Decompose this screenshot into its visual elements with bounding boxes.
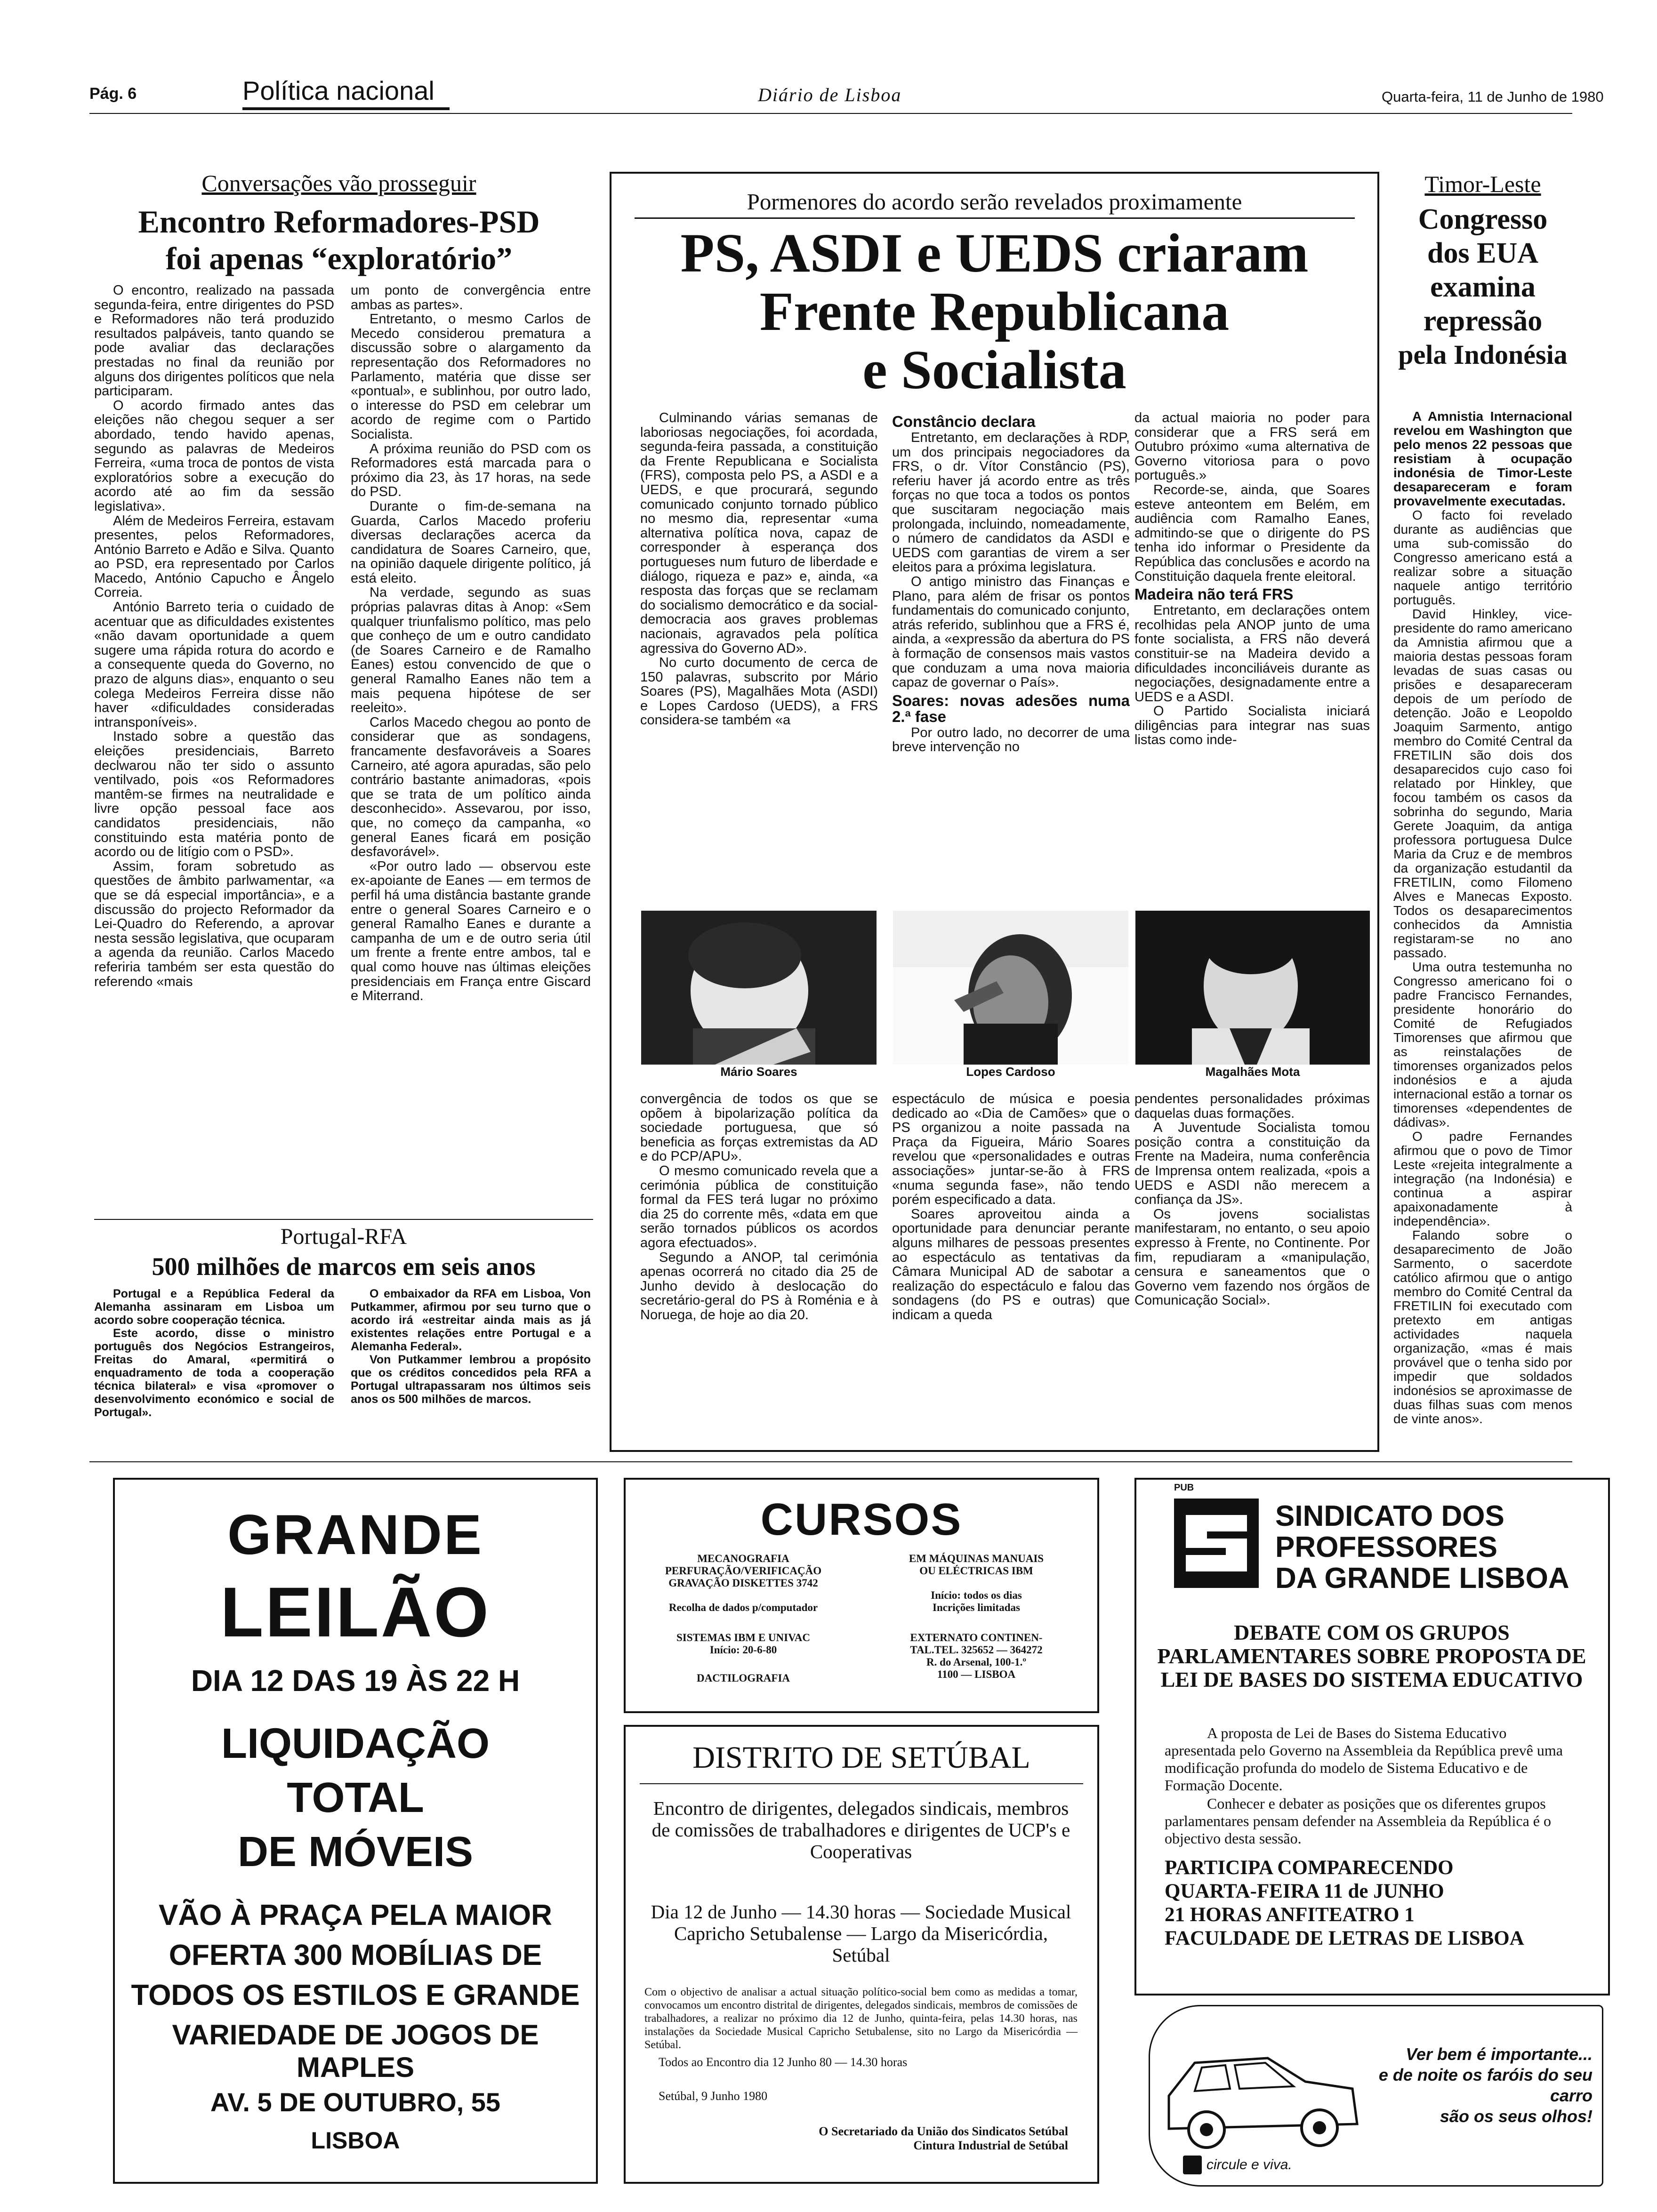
- right-headline-line: examina: [1430, 271, 1536, 303]
- left-headline: [89, 203, 588, 277]
- right-kicker-text: Timor-Leste: [1424, 171, 1541, 197]
- masthead: Diário de Lisboa: [758, 84, 902, 105]
- paragraph: A próxima reunião do PSD com os Reformadores está marcada para o próximo dia 23, às 17 horas, na sede do PSD.: [351, 441, 591, 500]
- ad-body: Com o objectivo de analisar a actual situação político-social bem como as medidas a tomar, convocamos um encontro distrital de dirigentes, delegados sindicais, membros de comissões de trabalhadores, a realizar no próximo dia 12 de Junho, quinta-feira, pelas 14.30 horas, nas instalações da Sociedade Musical Capricho Setubalense, sito no Largo da Misericórdia — Setúbal.: [644, 1986, 1078, 2051]
- ad-line: PROFESSORES: [1275, 1531, 1497, 1563]
- sp-logo-icon: [1174, 1499, 1259, 1588]
- rfa-kicker: Portugal-RFA: [280, 1224, 407, 1249]
- paragraph: Entretanto, o mesmo Carlos de Mecedo considerou prematura a discussão sobre o alargamento da representação dos Reformadores no Parlamento, matéria que disse ser «pontual», e sublinhou, por outro lado, o interesse do PSD em celebrar um acordo de regime com o Partido Socialista.: [351, 312, 591, 442]
- center-headline-line3: e Socialista: [862, 339, 1126, 401]
- left-kicker-text: Conversações vão prosseguir: [201, 170, 476, 196]
- section-underline: [242, 107, 450, 110]
- ad-line: LEILÃO: [220, 1572, 491, 1651]
- paragraph: No curto documento de cerca de 150 palavras, subscrito por Mário Soares (PS), Magalhães Mota (ASDI) e Lopes Cardoso (UEDS), a FRS considera-se também «a: [640, 655, 878, 728]
- center-headline: [612, 224, 1377, 399]
- arrow-logo-icon: [1183, 2156, 1202, 2174]
- ad-pub-label: PUB: [1174, 1483, 1194, 1493]
- header-rule: [89, 113, 1572, 114]
- paragraph: Na verdade, segundo as suas próprias palavras ditas à Anop: «Sem qualquer triunfalismo político, mas pelo que conheço de um e outro candidato (de Soares Carneiro e de Ramalho Eanes) estou convencido de que o general Ramalho Eanes não tem a mais pequena hipótese de ser reeleito».: [351, 585, 591, 716]
- paragraph: O encontro, realizado na passada segunda-feira, entre dirigentes do PSD e Reformadores não terá produzido resultados palpáveis, tanto quando se pode avaliar das declarações prestadas no final da reunião por alguns dos dirigentes políticos que nela participaram.: [94, 283, 334, 399]
- ad-title: CURSOS: [760, 1494, 963, 1545]
- ad-line: 1100 — LISBOA: [937, 1668, 1016, 1680]
- center-col-3-bottom: [1134, 1092, 1370, 1447]
- ad-line: TAL.TEL. 325652 — 364272: [910, 1644, 1043, 1656]
- ad-line: DA GRANDE LISBOA: [1275, 1562, 1569, 1595]
- ad-line: SINDICATO DOS: [1275, 1500, 1504, 1532]
- paragraph: O facto foi revelado durante as audiências que uma sub-comissão do Congresso americano está a realizar sobre a situação naquele antigo território português.: [1393, 508, 1572, 607]
- right-col: [1393, 409, 1572, 1450]
- ad-line: PERFURAÇÃO/VERIFICAÇÃO: [665, 1565, 822, 1577]
- ad-cursos-left: [630, 1553, 856, 1684]
- center-headline-line1: PS, ASDI e UEDS criaram: [680, 222, 1309, 284]
- paragraph: Uma outra testemunha no Congresso americano foi o padre Francisco Fernandes, presidente honorário do Comité de Refugiados Timorenses que afirmou que as reinstalações de timorenses organizados pelos indonésios e a ajuda internacional estão a tornar os timorenses «dependentes de dádivas».: [1393, 960, 1572, 1130]
- ad-line: MECANOGRAFIA: [697, 1553, 789, 1564]
- photo-caption: Lopes Cardoso: [893, 1065, 1128, 1079]
- ad-line: EM MÁQUINAS MANUAIS: [909, 1553, 1044, 1564]
- paragraph: Assim, foram sobretudo as questões de âmbito parlwamentar, «a que se dá especial importância», e a discussão do projecto Reformador da Lei-Quadro do Referendo, a aprovar nesta sessão legislativa, que ocuparam a agenda da reunião. Carlos Macedo referiria também ser esta questão do referendo «mais: [94, 858, 334, 989]
- ad-date: Setúbal, 9 Junho 1980: [659, 2089, 768, 2103]
- subheading: Madeira não terá FRS: [1134, 585, 1294, 603]
- portrait-image: [893, 911, 1128, 1079]
- center-kicker-underline: [635, 217, 1355, 219]
- ad-line: LISBOA: [311, 2127, 400, 2154]
- ad-setubal: [624, 1725, 1099, 2184]
- issue-date: Quarta-feira, 11 de Junho de 1980: [1382, 88, 1604, 105]
- ad-intro: Encontro de dirigentes, delegados sindicais, membros de comissões de trabalhadores e dirigentes de UCP's e Cooperativas: [652, 1797, 1070, 1862]
- ad-line: Início: 20-6-80: [709, 1644, 777, 1656]
- center-headline-line2: Frente Republicana: [759, 281, 1230, 342]
- center-col-3-top: [1134, 411, 1370, 910]
- paragraph: espectáculo de música e poesia dedicado ao «Dia de Camões» que o PS organizou a noite passada na Praça da Figueira, Mário Soares revelou que «personalidades e outras associações» juntar-se-ão à FRS «numa segunda fase», não tendo porém especificado a data.: [892, 1092, 1130, 1208]
- ad-union-name: [1275, 1501, 1569, 1594]
- center-col-1-top: [640, 411, 878, 910]
- left-kicker: [89, 169, 588, 197]
- ad-line: R. do Arsenal, 100-1.º: [926, 1656, 1027, 1668]
- ad-line: GRAVAÇÃO DISKETTES 3742: [668, 1577, 818, 1589]
- paragraph: O acordo firmado antes das eleições não chegou sequer a ser abordado, tendo havido apenas, segundo as palavras de Medeiros Ferreira, «uma troca de pontos de vista exploratórios sobre a execução do acordo até ao fim da sessão legislativa».: [94, 398, 334, 514]
- ad-line: Recolha de dados p/computador: [668, 1602, 818, 1613]
- paragraph: O mesmo comunicado revela que a cerimónia pública de constituição formal da FES terá lugar no próximo dia 25 do corrente mês, «data em que serão tornados públicos os acordos agora efectuados».: [640, 1163, 878, 1250]
- right-headline-line: pela Indonésia: [1398, 339, 1568, 370]
- portrait-image: [641, 911, 877, 1079]
- ad-line: FACULDADE DE LETRAS DE LISBOA: [1165, 1927, 1524, 1949]
- photo-lopes-cardoso: [893, 911, 1128, 1079]
- paragraph: António Barreto teria o cuidado de acentuar que as dificuldades existentes «não davam oportunidade a quem sugere uma rápida rotura do acordo e a consequente queda do Governo, no prazo de alguns dias», enquanto o seu colega Medeiros Ferreira disse não haver «dificuldades consideradas intransponíveis».: [94, 600, 334, 730]
- center-col-2-top: [892, 411, 1130, 910]
- left-col-1: [94, 283, 334, 1215]
- rfa-col-1: [94, 1287, 334, 1443]
- ad-when: Dia 12 de Junho — 14.30 horas — Sociedade Musical Capricho Setubalense — Largo da Misericórdia, Setúbal: [651, 1901, 1071, 1966]
- rfa-headline: 500 milhões de marcos em seis anos: [152, 1252, 536, 1281]
- left-headline-line2: foi apenas “exploratório”: [165, 240, 513, 276]
- ads-top-rule: [89, 1461, 1572, 1462]
- paragraph: Além de Medeiros Ferreira, estavam presentes, pelos Reformadores, António Barreto e Adão e Silva. Quanto ao PSD, era representado por Carlos Macedo, António Capucho e Ângelo Correia.: [94, 513, 334, 601]
- ad-line: OU ELÉCTRICAS IBM: [919, 1565, 1033, 1577]
- ad-sindicato: [1134, 1478, 1610, 1996]
- ad-sign-line: O Secretariado da União dos Sindicatos Setúbal: [819, 2124, 1068, 2138]
- ad-line: GRANDE: [227, 1503, 484, 1566]
- section-title: Política nacional: [242, 76, 434, 105]
- lead-paragraph: A Amnistia Internacional revelou em Washington que pelo menos 22 pessoas que resistiam à ocupação indonésia de Timor-Leste desapareceram e foram provavelmente executadas.: [1393, 409, 1572, 508]
- right-headline-line: dos EUA: [1427, 237, 1538, 269]
- ad-line: QUARTA-FEIRA 11 de JUNHO: [1165, 1880, 1444, 1902]
- paragraph: Entretanto, em declarações à RDP, um dos principais negociadores da FRS, o dr. Vítor Constâncio (PS), referiu haver já acordo entre as três forças no que toca a todos os pontos que suscitaram negociação mais prolongada, incluindo, nomeadamente, o número de candidatos da ASDI e UEDS com garantias de virem a ser eleitos para a próxima legislatura.: [892, 430, 1130, 575]
- rfa-col-2: [351, 1287, 591, 1443]
- ad-road-logo: [1183, 2153, 1292, 2177]
- paragraph: Este acordo, disse o ministro português dos Negócios Estrangeiros, Freitas do Amaral, «permitirá o enquadramento de toda a cooperação técnica bilateral» e visa «promover o desenvolvimento económico e social de Portugal».: [94, 1327, 334, 1419]
- paragraph: Falando sobre o desaparecimento de João Sarmento, o sacerdote católico afirmou que o antigo membro do Comité Central da FRETILIN foi executado com pretexto em antigas actividades naquela organização, «mas é mais provável que o tenha sido por impedir que soldados indonésios se aproximasse de duas filhas suas com menos de vinte anos».: [1393, 1228, 1572, 1426]
- paragraph: Instado sobre a questão das eleições presidenciais, Barreto declwarou não ter sido o assunto ventilvado, pois «os Reformadores mantêm-se firmes na neutralidade e livre opção pessoal face aos candidatos presidenciais, não constituindo esta matéria ponto de acordo ou de litígio com o PSD».: [94, 729, 334, 860]
- paragraph: da actual maioria no poder para considerar que a FRS será em Outubro próximo «uma alternativa de Governo vitoriosa para o povo português.»: [1134, 411, 1370, 483]
- ad-sign: [644, 2124, 1068, 2153]
- ad-line: Início: todos os dias: [931, 1589, 1022, 1601]
- paragraph: Soares aproveitou ainda a oportunidade para denunciar perante alguns milhares de pessoas presentes ao espectáculo as tentativas da Câmara Municipal AD de sabotar a realização do espectáculo e falou das sondagens (do PS e outras) que indicam a queda: [892, 1206, 1130, 1322]
- photo-mario-soares: [641, 911, 877, 1079]
- ad-paragraph: Conhecer e debater as posições que os diferentes grupos parlamentares pensam defender na Assembleia da República é o objectivo desta sessão.: [1165, 1795, 1551, 1847]
- ad-line: TOTAL: [287, 1774, 424, 1821]
- photo-magalhaes-mota: [1135, 911, 1370, 1079]
- paragraph: Portugal e a República Federal da Alemanha assinaram em Lisboa um acordo sobre cooperação técnica.: [94, 1287, 334, 1327]
- ad-paragraph: A proposta de Lei de Bases do Sistema Educativo apresentada pelo Governo na Assembleia da República prevê uma modificação profunda do modelo de Sistema Educativo e de Formação Docente.: [1165, 1724, 1563, 1794]
- right-headline-line: Congresso: [1418, 203, 1548, 235]
- ad-line: PARTICIPA COMPARECENDO: [1165, 1857, 1454, 1879]
- ad-line: DACTILOGRAFIA: [696, 1672, 790, 1684]
- paragraph: Por outro lado, no decorrer de uma breve intervenção no: [892, 725, 1130, 755]
- center-col-1-bottom: [640, 1092, 878, 1447]
- ad-debate: DEBATE COM OS GRUPOS PARLAMENTARES SOBRE PROPOSTA DE LEI DE BASES DO SISTEMA EDUCATIVO: [1157, 1620, 1586, 1691]
- paragraph: pendentes personalidades próximas daquelas duas formações.: [1134, 1092, 1370, 1121]
- paragraph: «Por outro lado — observou este ex-apoiante de Eanes — em termos de perfil há uma distância bastante grande entre o general Soares Carneiro e o general Ramalho Eanes e durante a campanha de um e de outro seria útil um frente a frente entre ambos, tal e qual como houve nas últimas eleições presidenciais em França entre Giscard e Miterrand.: [351, 858, 591, 1004]
- ad-line: LIQUIDAÇÃO: [221, 1720, 490, 1767]
- ad-road-text: [1362, 2044, 1593, 2127]
- ad-title: DISTRITO DE SETÚBAL: [692, 1740, 1030, 1775]
- ad-line: OFERTA 300 MOBÍLIAS DE: [169, 1939, 542, 1972]
- paragraph: Os jovens socialistas manifestaram, no entanto, o seu apoio expresso à Frente, no Continente. Por fim, repudiaram a «manipulação, censura e saneamentos que o Governo vem fazendo nos órgãos de Comunicação Social».: [1134, 1206, 1370, 1308]
- paragraph: David Hinkley, vice-presidente do ramo americano da Amnistia afirmou que a maioria destas pessoas foram levadas de suas casas ou prisões e desapareceram depois de um período de detenção. João e Leopoldo Joaquim Sarmento, antigo membro do Comité Central da FRETILIN são dois dos desaparecidos cujo caso foi relatado por Hinkley, que focou também os casos da sobrinha do segundo, Maria Gerete Joaquim, da antiga professora portuguesa Dulce Maria da Cruz e de membros da organização estudantil da FRETILIN, como Filomeno Alves e Manecas Exposto. Todos os desaparecimentos conhecidos da Amnistia registaram-se no ano passado.: [1393, 607, 1572, 960]
- right-kicker: [1393, 170, 1572, 198]
- paragraph: O padre Fernandes afirmou que o povo de Timor Leste «rejeita integralmente a integração (na Indonésia) e continua a aspirar apaixonadamente à independência».: [1393, 1129, 1572, 1228]
- paragraph: Segundo a ANOP, tal cerimónia apenas ocorrerá no citado dia 25 de Junho devido à deslocação do secretário-geral do PS à Roménia e à Noruega, de hoje ao dia 20.: [640, 1250, 878, 1322]
- ad-line: AV. 5 DE OUTUBRO, 55: [210, 2087, 501, 2117]
- subheading: Soares: novas adesões numa 2.ª fase: [892, 691, 1130, 725]
- left-col-2: [351, 283, 591, 1215]
- ad-line: VÃO À PRAÇA PELA MAIOR: [159, 1899, 552, 1931]
- ad-line: DE MÓVEIS: [237, 1828, 474, 1875]
- ad-cursos-right: [861, 1553, 1092, 1681]
- left-headline-line1: Encontro Reformadores-PSD: [138, 204, 540, 240]
- paragraph: um ponto de convergência entre ambas as partes».: [351, 283, 591, 313]
- paragraph: Culminando várias semanas de laboriosas negociações, foi acordada, segunda-feira passada, a constituição da Frente Republicana e Socialista (FRS), composta pelo PS, a ASDI e a UEDS, e que procurará, segundo comunicado conjunto tornado público no mesmo dia, representar «uma alternativa política nova, capaz de corresponder à esperança dos portugueses num futuro de liberdade e diálogo, riqueza e paz» e, ainda, «a resposta das forças que se reclamam do socialismo democrático e da social-democracia aos graves problemas nacionais, agravados pela política agressiva do Governo AD».: [640, 411, 878, 656]
- page-number: Pág. 6: [89, 85, 137, 103]
- ad-call: [1165, 1856, 1588, 1950]
- paragraph: O antigo ministro das Finanças e Plano, para além de frisar os pontos fundamentais do comunicado conjunto, atrás referido, sublinhou que a FRS é, ainda, a «expressão da abertura do PS à formação de consensos mais vastos que conduzam a uma nova maioria capaz de governar o País».: [892, 574, 1130, 690]
- paragraph: Entretanto, em declarações ontem recolhidas pela ANOP junto de uma fonte socialista, a FRS não deverá constituir-se na Madeira devido a dificuldades inconciliáveis durante as negociações, designadamente entre a UEDS e a ASDI.: [1134, 603, 1370, 705]
- ad-road-logo-text: circule e viva.: [1207, 2157, 1292, 2172]
- ad-line: DIA 12 DAS 19 ÀS 22 H: [191, 1664, 520, 1698]
- center-kicker: Pormenores do acordo serão revelados proximamente: [747, 189, 1242, 215]
- ad-cursos: [624, 1478, 1099, 1713]
- ad-line: SISTEMAS IBM E UNIVAC: [676, 1632, 810, 1643]
- paragraph: O Partido Socialista iniciará diligências para integrar nas suas listas como inde-: [1134, 704, 1370, 748]
- portrait-image: [1135, 911, 1370, 1079]
- photo-caption: Magalhães Mota: [1135, 1065, 1370, 1079]
- ad-line: são os seus olhos!: [1440, 2107, 1593, 2126]
- ad-all: Todos ao Encontro dia 12 Junho 80 — 14.30 horas: [659, 2055, 908, 2069]
- paragraph: Carlos Macedo chegou ao ponto de considerar que as sondagens, francamente desfavoráveis a Soares Carneiro, até agora apuradas, são pelo contrário bastante animadoras, «pois que se trata de um político ainda desconhecido». Assevarou, por isso, que, no começo da campanha, «o general Eanes ficará em posição desfavorável».: [351, 714, 591, 860]
- paragraph: Durante o fim-de-semana na Guarda, Carlos Macedo proferiu diversas declarações acerca da candidatura de Soares Carneiro, que, na opinião daquele dirigente político, já está eleito.: [351, 498, 591, 586]
- subheading: Constâncio declara: [892, 413, 1036, 430]
- paragraph: A Juventude Socialista tomou posição contra a constituição da Frente na Madeira, numa conferência de Imprensa ontem realizada, «pois a UEDS e ASDI não merecem a confiança da JS».: [1134, 1120, 1370, 1208]
- right-headline-line: repressão: [1423, 305, 1543, 337]
- paragraph: convergência de todos os que se opõem à bipolarização política da sociedade portuguesa, que só beneficia as forças extremistas da AD e do PCP/APU».: [640, 1092, 878, 1164]
- ad-line: VARIEDADE DE JOGOS DE MAPLES: [172, 2019, 539, 2083]
- paragraph: O embaixador da RFA em Lisboa, Von Putkammer, afirmou por seu turno que o acordo irá «estreitar ainda mais as já existentes relações entre Portugal e a Alemanha Federal».: [351, 1287, 591, 1353]
- center-col-2-bottom: [892, 1092, 1130, 1447]
- ad-line: e de noite os faróis do seu carro: [1378, 2065, 1593, 2105]
- ad-road-safety: [1149, 2005, 1603, 2187]
- rfa-top-rule: [94, 1219, 593, 1220]
- sp-logo-graphic: [1174, 1499, 1259, 1588]
- right-headline: [1384, 202, 1582, 372]
- ad-title-rule: [640, 1783, 1083, 1784]
- ad-line: Ver bem é importante...: [1406, 2044, 1593, 2064]
- paragraph: Von Putkammer lembrou a propósito que os créditos concedidos pela RFA a Portugal ultrapassaram nos últimos seis anos os 500 milhões de marcos.: [351, 1353, 591, 1406]
- ad-line: TODOS OS ESTILOS E GRANDE: [131, 1979, 580, 2012]
- photo-caption: Mário Soares: [641, 1065, 877, 1079]
- ad-line: 21 HORAS ANFITEATRO 1: [1165, 1904, 1415, 1926]
- paragraph: Recorde-se, ainda, que Soares esteve anteontem em Belém, em audiência com Ramalho Eanes, admitindo-se que o dirigente do PS tenha ido informar o Presidente da República das conclusões e acordo na Constituição daquela frente eleitoral.: [1134, 482, 1370, 584]
- ad-sign-line: Cintura Industrial de Setúbal: [913, 2139, 1068, 2152]
- ad-line: Incrições limitadas: [933, 1602, 1020, 1613]
- ad-line: EXTERNATO CONTINEN-: [910, 1632, 1043, 1643]
- ad-leilao: [113, 1478, 598, 2184]
